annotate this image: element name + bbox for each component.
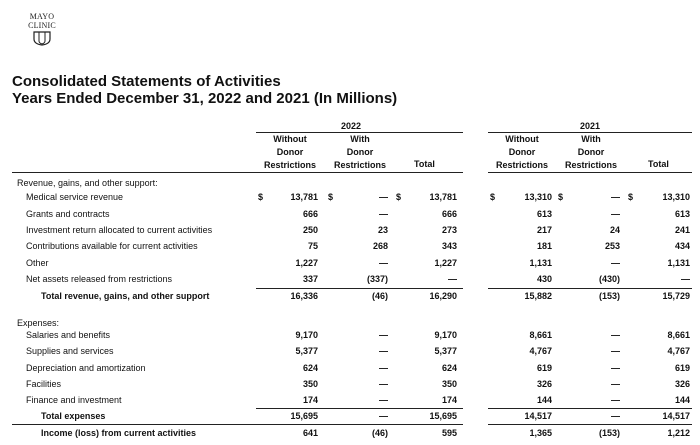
statement-subtitle: Years Ended December 31, 2022 and 2021 (In Millions) (12, 90, 398, 107)
cell-with-2022: (46) (371, 428, 388, 438)
row-label: Finance and investment (26, 395, 122, 405)
cell-with-2021: — (611, 395, 620, 405)
row-label: Total expenses (41, 411, 106, 421)
cell-with-2022: — (379, 258, 388, 268)
cell-total-2021: 4,767 (667, 346, 690, 356)
cell-total-2021: 241 (674, 225, 690, 235)
cell-total-2022: 16,290 (429, 291, 457, 301)
cell-without-2022: 13,781 (290, 192, 318, 202)
cell-total-2022: 9,170 (434, 330, 457, 340)
cell-total-2022: — (448, 274, 457, 284)
cell-with-2021: — (611, 192, 620, 202)
table-row (0, 271, 700, 287)
table-row (0, 222, 700, 238)
cell-total-2021: 15,729 (662, 291, 690, 301)
cell-without-2021: 14,517 (524, 411, 552, 421)
cell-without-2021: 13,310 (524, 192, 552, 202)
cell-total-2022: 13,781 (429, 192, 457, 202)
cell-total-2022: 624 (441, 363, 457, 373)
row-rule-total-expenses-left (12, 424, 463, 425)
cell-total-2022: 666 (441, 209, 457, 219)
row-label: Grants and contracts (26, 209, 110, 219)
cell-without-2022: 624 (302, 363, 318, 373)
shield-icon (32, 31, 52, 46)
cell-with-2022: — (379, 346, 388, 356)
cell-with-2022: — (379, 379, 388, 389)
cell-total-2022: 343 (441, 241, 457, 251)
cell-total-2021: 144 (674, 395, 690, 405)
cell-without-2021: 8,661 (529, 330, 552, 340)
logo-line-2: CLINIC (28, 21, 56, 30)
cell-without-2022: 337 (302, 274, 318, 284)
cell-without-2022: 350 (302, 379, 318, 389)
cell-with-2022: — (379, 330, 388, 340)
year-label-2021: 2021 (579, 121, 601, 131)
cell-with-2022: — (379, 411, 388, 421)
table-row (0, 206, 700, 222)
header-rule-right (488, 172, 692, 173)
cell-without-2021: 326 (536, 379, 552, 389)
cell-with-2021: — (611, 209, 620, 219)
cell-without-2022: 641 (302, 428, 318, 438)
cell-with-2021: — (611, 411, 620, 421)
cell-total-2022: 595 (441, 428, 457, 438)
row-label: Depreciation and amortization (26, 363, 146, 373)
table-row (0, 343, 700, 359)
cell-with-2022: (337) (366, 274, 388, 284)
row-label: Medical service revenue (26, 192, 124, 202)
header-with-donor-2021: With Donor Restrictions (564, 134, 617, 170)
table-row (0, 425, 700, 441)
header-without-donor-2022: Without Donor Restrictions (263, 134, 316, 170)
cell-without-2022: 15,695 (290, 411, 318, 421)
section-expenses: Expenses: (17, 318, 60, 328)
cell-without-2022: 174 (302, 395, 318, 405)
cell-total-2021: 619 (674, 363, 690, 373)
cell-total-2022: 1,227 (434, 258, 457, 268)
header-without-donor-2021: Without Donor Restrictions (495, 134, 548, 170)
cell-without-2021: 15,882 (524, 291, 552, 301)
row-rule-total-expenses-right (488, 424, 692, 425)
cell-total-2022: 350 (441, 379, 457, 389)
row-label: Salaries and benefits (26, 330, 111, 340)
table-row (0, 360, 700, 376)
cell-total-2021: 326 (674, 379, 690, 389)
header-with-donor-2022: With Donor Restrictions (333, 134, 386, 170)
cell-total-2022: 5,377 (434, 346, 457, 356)
row-label: Investment return allocated to current activities (26, 225, 213, 235)
cell-total-2022: 273 (441, 225, 457, 235)
row-label: Other (26, 258, 49, 268)
header-rule-left (12, 172, 463, 173)
row-label: Income (loss) from current activities (41, 428, 197, 438)
table-row (0, 327, 700, 343)
currency-symbol: $ (328, 192, 334, 202)
mayo-clinic-logo (22, 12, 62, 46)
subtotal-rule-expenses-2022 (256, 408, 463, 409)
cell-without-2021: 430 (536, 274, 552, 284)
row-label: Total revenue, gains, and other support (41, 291, 210, 301)
header-total-2021: Total (648, 159, 669, 169)
table-row (0, 238, 700, 254)
currency-symbol: $ (628, 192, 634, 202)
cell-total-2021: 8,661 (667, 330, 690, 340)
row-label: Contributions available for current activities (26, 241, 198, 251)
cell-with-2021: 24 (609, 225, 620, 235)
cell-with-2021: — (611, 379, 620, 389)
cell-without-2021: 1,131 (529, 258, 552, 268)
cell-without-2022: 666 (302, 209, 318, 219)
cell-total-2021: 14,517 (662, 411, 690, 421)
cell-without-2022: 16,336 (290, 291, 318, 301)
currency-symbol: $ (258, 192, 264, 202)
cell-with-2021: — (611, 258, 620, 268)
subtotal-rule-revenue-2022 (256, 288, 463, 289)
cell-with-2022: 268 (372, 241, 388, 251)
cell-without-2022: 1,227 (295, 258, 318, 268)
statement-title: Consolidated Statements of Activities (12, 73, 281, 90)
cell-total-2021: 1,212 (667, 428, 690, 438)
cell-with-2022: (46) (371, 291, 388, 301)
currency-symbol: $ (490, 192, 496, 202)
cell-total-2021: 434 (674, 241, 690, 251)
cell-with-2022: 23 (377, 225, 388, 235)
row-label: Facilities (26, 379, 62, 389)
row-label: Supplies and services (26, 346, 114, 356)
table-row (0, 408, 700, 424)
cell-without-2021: 619 (536, 363, 552, 373)
table-row (0, 189, 700, 205)
table-row (0, 255, 700, 271)
cell-with-2021: — (611, 346, 620, 356)
cell-without-2022: 75 (307, 241, 318, 251)
cell-without-2022: 5,377 (295, 346, 318, 356)
cell-without-2021: 1,365 (529, 428, 552, 438)
cell-without-2022: 9,170 (295, 330, 318, 340)
table-row (0, 288, 700, 304)
cell-total-2022: 15,695 (429, 411, 457, 421)
cell-with-2021: — (611, 363, 620, 373)
cell-with-2021: (153) (598, 428, 620, 438)
cell-without-2021: 217 (536, 225, 552, 235)
table-row (0, 376, 700, 392)
table-row (0, 392, 700, 408)
cell-with-2022: — (379, 209, 388, 219)
cell-total-2021: 13,310 (662, 192, 690, 202)
cell-total-2022: 174 (441, 395, 457, 405)
cell-without-2021: 144 (536, 395, 552, 405)
cell-without-2021: 181 (536, 241, 552, 251)
cell-with-2021: 253 (604, 241, 620, 251)
subtotal-rule-revenue-2021 (488, 288, 692, 289)
currency-symbol: $ (396, 192, 402, 202)
cell-with-2021: (153) (598, 291, 620, 301)
row-label: Net assets released from restrictions (26, 274, 173, 284)
cell-without-2022: 250 (302, 225, 318, 235)
cell-total-2021: 1,131 (667, 258, 690, 268)
subtotal-rule-expenses-2021 (488, 408, 692, 409)
section-revenue: Revenue, gains, and other support: (17, 178, 158, 188)
cell-total-2021: — (681, 274, 690, 284)
year-label-2022: 2022 (340, 121, 362, 131)
cell-with-2022: — (379, 395, 388, 405)
header-total-2022: Total (414, 159, 435, 169)
cell-without-2021: 4,767 (529, 346, 552, 356)
logo-line-1: MAYO (29, 12, 55, 21)
cell-with-2021: (430) (598, 274, 620, 284)
cell-with-2022: — (379, 192, 388, 202)
cell-without-2021: 613 (536, 209, 552, 219)
cell-with-2021: — (611, 330, 620, 340)
cell-total-2021: 613 (674, 209, 690, 219)
cell-with-2022: — (379, 363, 388, 373)
currency-symbol: $ (558, 192, 564, 202)
